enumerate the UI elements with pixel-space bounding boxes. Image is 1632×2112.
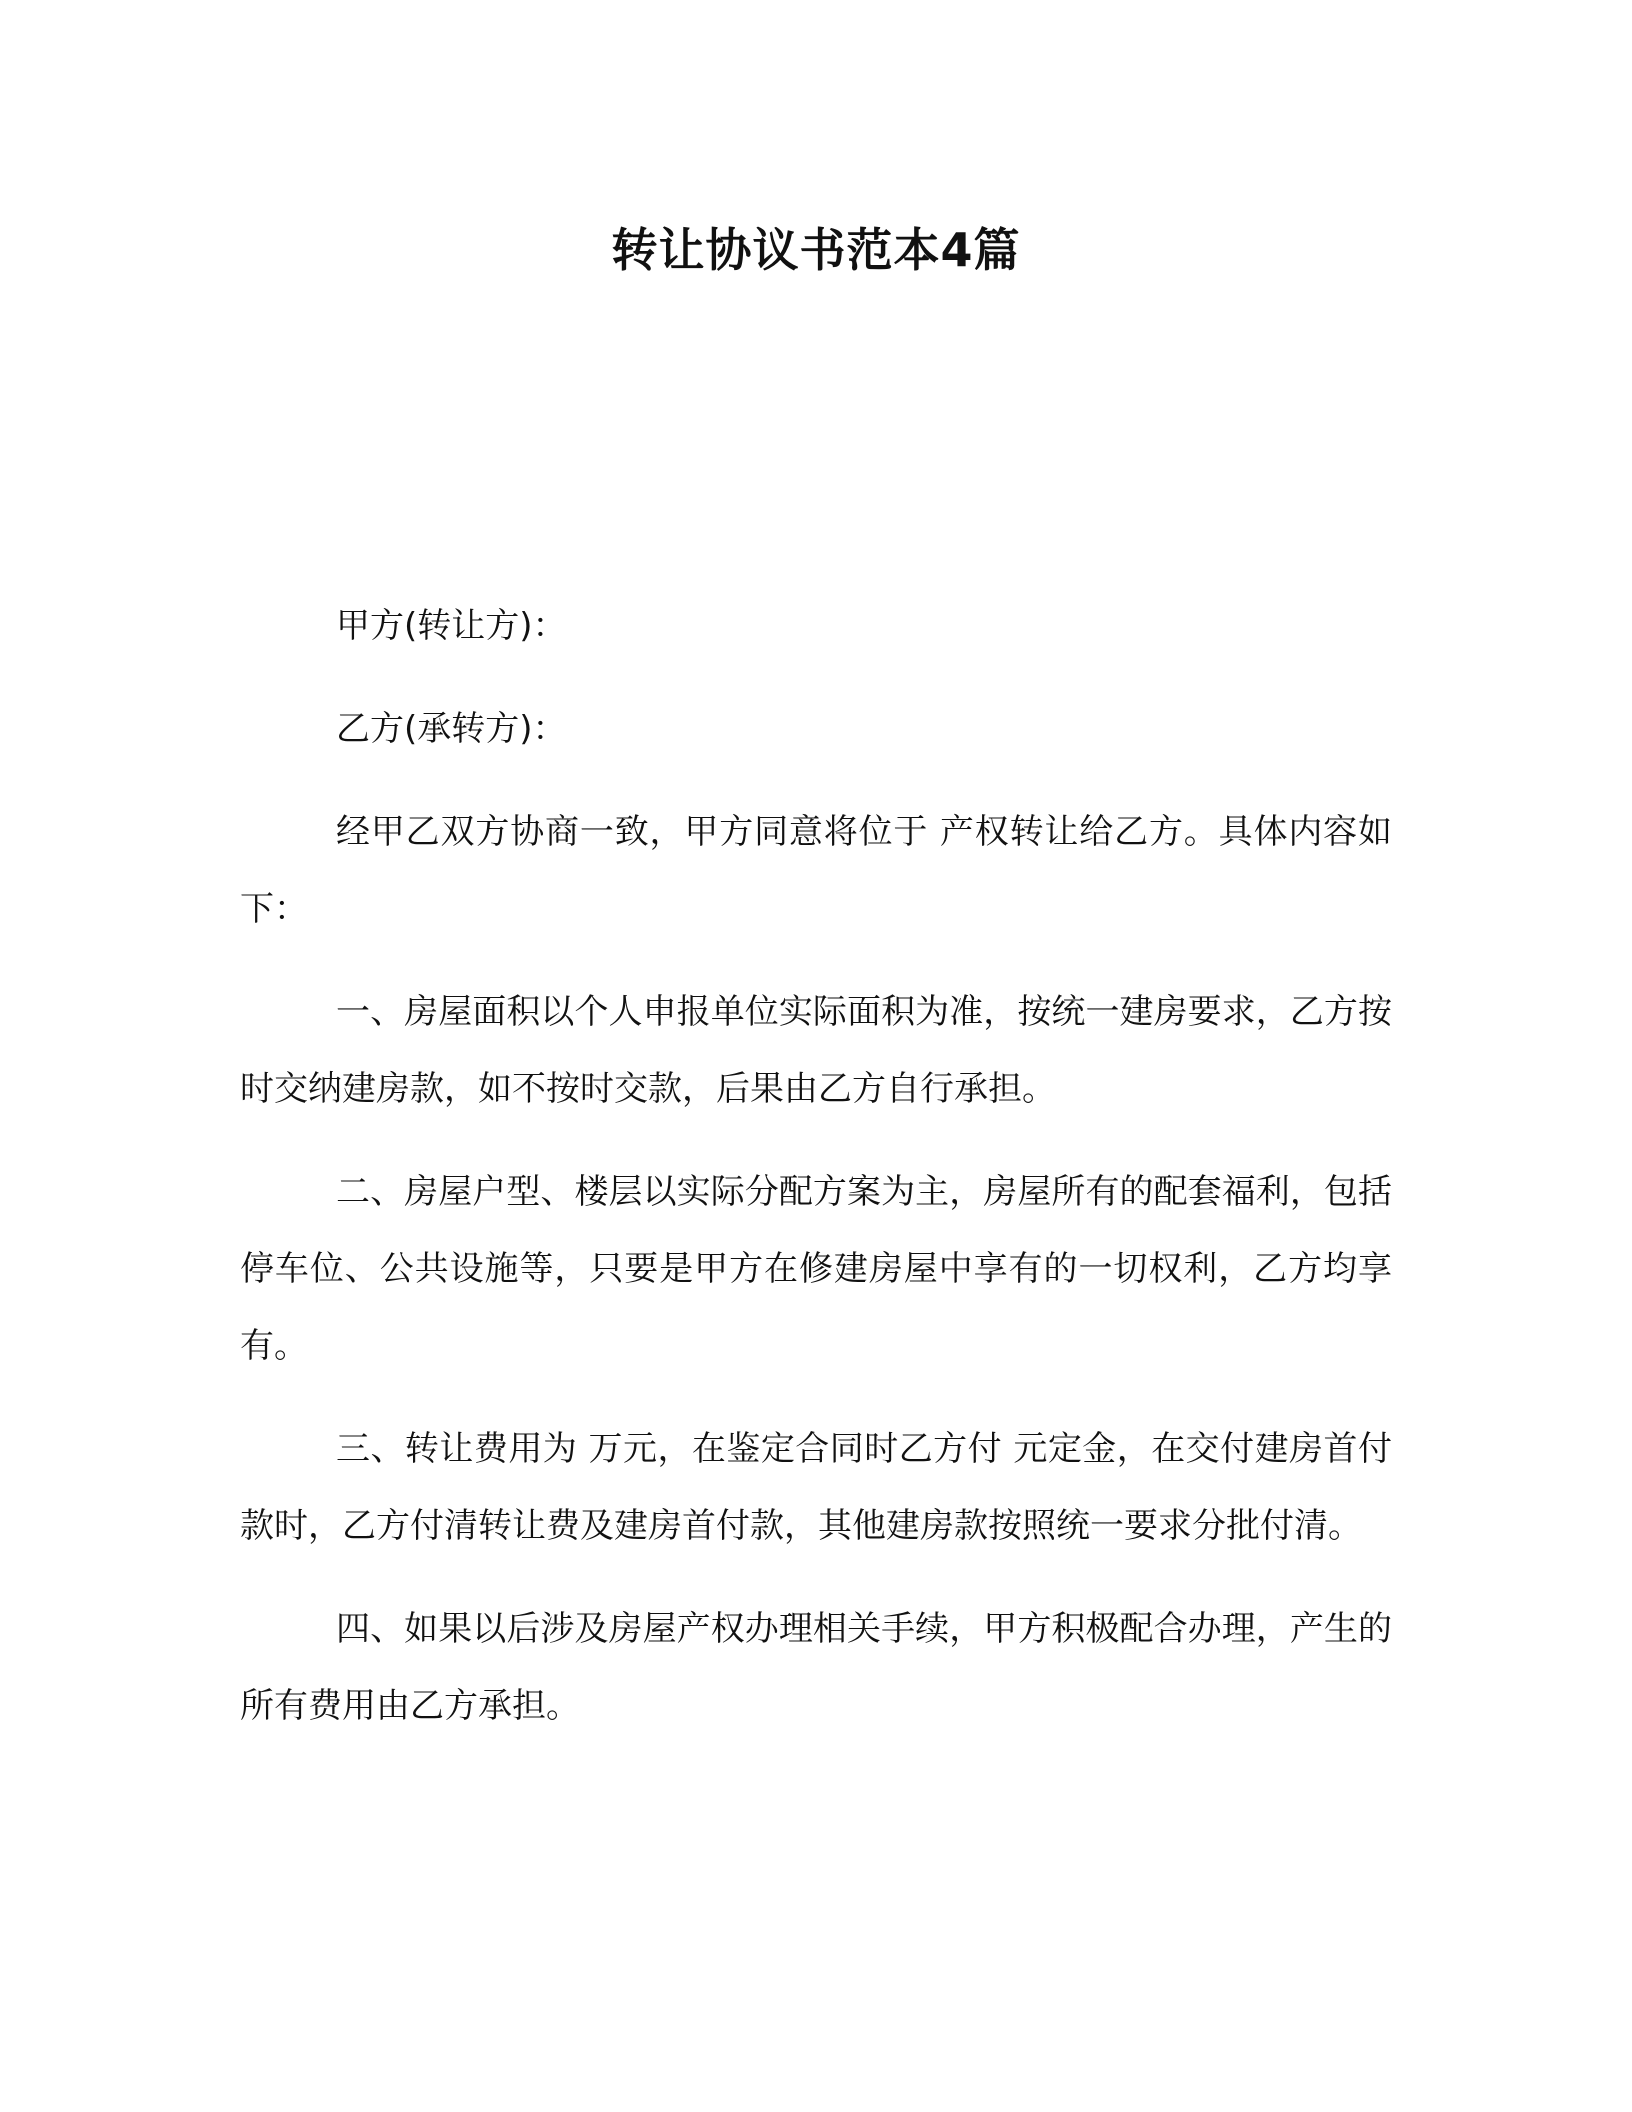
- party-a-line: 甲方(转让方)：: [336, 606, 567, 646]
- document-title: 转让协议书范本4篇: [611, 223, 1021, 277]
- document-body: [240, 588, 1392, 1771]
- intro-paragraph: 经甲乙双方协商一致，甲方同意将位于 产权转让给乙方。具体内容如下：: [240, 812, 1392, 929]
- clause-2: 二、房屋户型、楼层以实际分配方案为主，房屋所有的配套福利，包括停车位、公共设施等，只要是甲方在修建房屋中享有的一切权利，乙方均享有。: [240, 1172, 1392, 1366]
- clause-4: 四、如果以后涉及房屋产权办理相关手续，甲方积极配合办理，产生的所有费用由乙方承担。: [240, 1609, 1392, 1726]
- party-b-line: 乙方(承转方)：: [336, 709, 567, 749]
- clause-1: 一、房屋面积以个人申报单位实际面积为准，按统一建房要求，乙方按时交纳建房款，如不按时交款，后果由乙方自行承担。: [240, 992, 1392, 1109]
- clause-3: 三、转让费用为 万元，在鉴定合同时乙方付 元定金，在交付建房首付款时，乙方付清转让费及建房首付款，其他建房款按照统一要求分批付清。: [240, 1429, 1392, 1546]
